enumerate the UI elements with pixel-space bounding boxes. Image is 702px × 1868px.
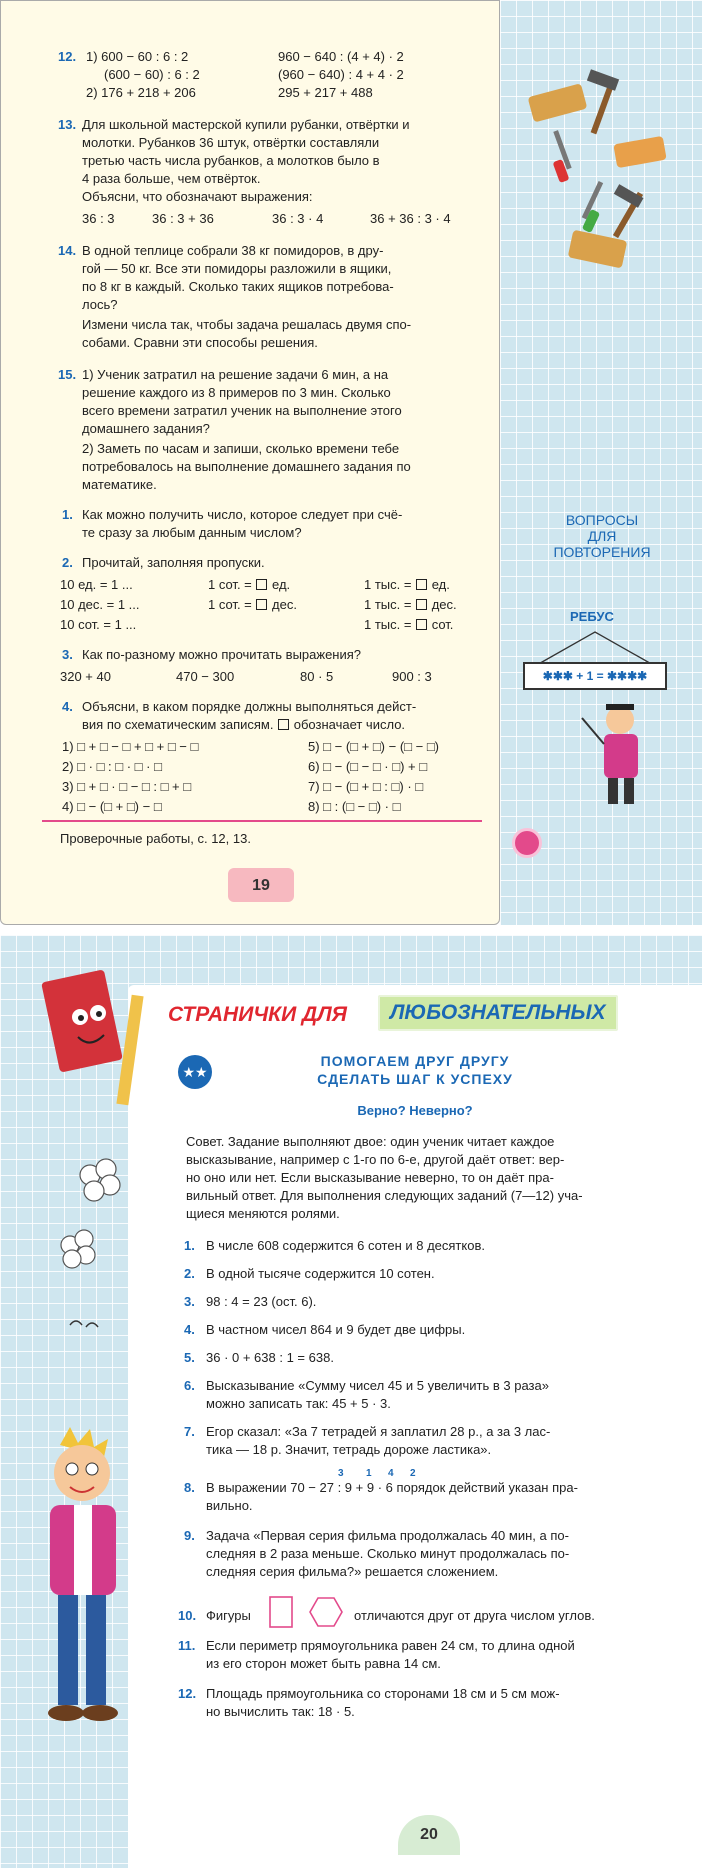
task-15-line: решение каждого из 8 примеров по 3 мин. Сколько (82, 385, 391, 400)
q2-cell: 1 тыс. = ед. (364, 577, 450, 592)
task-12-line3a: 2) 176 + 218 + 206 (86, 85, 196, 100)
task-12-line1a: 1) 600 − 60 : 6 : 2 (86, 49, 189, 64)
page-20 (0, 935, 702, 1868)
header-part-2: ЛЮБОЗНАТЕЛЬНЫХ (378, 995, 618, 1031)
task-12-line2a: (600 − 60) : 6 : 2 (104, 67, 200, 82)
task-13-line: молотки. Рубанков 36 штук, отвёртки составляли (82, 135, 380, 150)
item-num: 12. (178, 1686, 197, 1701)
item-num: 2. (184, 1266, 195, 1281)
page-20-header (168, 995, 658, 1035)
item-text: В выражении 70 − 27 : 9 + 9 · 6 порядок действий указан пра- (206, 1480, 578, 1495)
teacher-illustration (580, 700, 670, 810)
task-13-line: 4 раза больше, чем отвёрток. (82, 171, 261, 186)
item-text: Задача «Первая серия фильма продолжалась 40 мин, а по- (206, 1528, 569, 1543)
task-15-line: 1) Ученик затратил на решение задачи 6 мин, а на (82, 367, 389, 382)
page-gap (0, 925, 702, 935)
item-num: 10. (178, 1608, 197, 1623)
question-2-num: 2. (62, 555, 73, 570)
task-13-expr: 36 + 36 : 3 · 4 (370, 211, 451, 226)
section-title-1: ПОМОГАЕМ ДРУГ ДРУГУ (320, 1053, 510, 1069)
task-12-line3b: 295 + 217 + 488 (278, 85, 373, 100)
order-mark: 1 (366, 1468, 372, 1479)
blank-box (416, 599, 427, 610)
task-14-line: В одной теплице собрали 38 кг помидоров, в дру- (82, 243, 384, 258)
item-text: следняя серия фильма?» решается сложением. (206, 1564, 499, 1579)
q2-cell: 1 тыс. = сот. (364, 617, 454, 632)
task-12-num: 12. (58, 49, 77, 64)
question-4-num: 4. (62, 699, 73, 714)
item-text: можно записать так: 45 + 5 · 3. (206, 1396, 391, 1411)
task-13-expr: 36 : 3 (82, 211, 115, 226)
item-text: В одной тысяче содержится 10 сотен. (206, 1266, 435, 1281)
item-num: 6. (184, 1378, 195, 1393)
task-13-expr: 36 : 3 + 36 (152, 211, 214, 226)
tools-illustration (520, 60, 670, 290)
item-text: Площадь прямоугольника со сторонами 18 см и 5 см мож- (206, 1686, 560, 1701)
question-4-line: Объясни, в каком порядке должны выполняться дейст- (82, 699, 417, 714)
item-text: 36 · 0 + 638 : 1 = 638. (206, 1350, 334, 1365)
blank-box (256, 579, 267, 590)
advice-line: высказывание, например с 1-го по 6-е, другой даёт ответ: вер- (186, 1152, 565, 1167)
item-text: отличаются друг от друга числом углов. (354, 1608, 595, 1623)
blank-box (416, 579, 427, 590)
task-13-line: Для школьной мастерской купили рубанки, отвёртки и (82, 117, 410, 132)
item-num: 11. (178, 1638, 196, 1653)
task-15-line: домашнего задания? (82, 421, 210, 436)
question-1-line: Как можно получить число, которое следует при счё- (82, 507, 403, 522)
order-mark: 4 (388, 1468, 394, 1479)
item-text: В частном чисел 864 и 9 будет две цифры. (206, 1322, 466, 1337)
scheme-right: 6) □ − (□ − □ · □) + □ (308, 759, 428, 774)
section-subtitle: Верно? Неверно? (357, 1103, 473, 1118)
q2-cell: 10 дес. = 1 ... (60, 597, 140, 612)
blank-box (278, 719, 289, 730)
task-14-line: собами. Сравни эти способы решения. (82, 335, 318, 350)
page-number: 19 (228, 868, 294, 902)
scheme-right: 5) □ − (□ + □) − (□ − □) (308, 739, 440, 754)
stars-icon: ★★ (178, 1055, 212, 1089)
item-text: тика — 18 р. Значит, тетрадь дороже ластика». (206, 1442, 492, 1457)
order-mark: 3 (338, 1468, 344, 1479)
item-text: Если периметр прямоугольника равен 24 см, то длина одной (206, 1638, 575, 1653)
sidebar-title-2: ДЛЯ (587, 528, 617, 544)
q3-expr: 470 − 300 (176, 669, 235, 684)
question-4-line: вия по схематическим записям. обозначает число. (82, 717, 406, 732)
item-text: Егор сказал: «За 7 тетрадей я заплатил 28 р., а за 3 лас- (206, 1424, 551, 1439)
item-text: Фигуры (206, 1608, 251, 1623)
question-3-num: 3. (62, 647, 73, 662)
q2-cell: 10 ед. = 1 ... (60, 577, 133, 592)
q2-cell: 1 сот. = дес. (208, 597, 297, 612)
task-12-line1b: 960 − 640 : (4 + 4) · 2 (278, 49, 404, 64)
scheme-left: 2) □ · □ : □ · □ · □ (62, 759, 162, 774)
item-text: следняя в 2 раза меньше. Сколько минут продолжалась по- (206, 1546, 570, 1561)
advice-line: Совет. Задание выполняют двое: один ученик читает каждое (186, 1134, 555, 1149)
scheme-right: 7) □ − (□ + □ : □) · □ (308, 779, 424, 794)
task-14-line: по 8 кг в каждый. Сколько таких ящиков потребова- (82, 279, 394, 294)
q3-expr: 900 : 3 (392, 669, 432, 684)
item-num: 7. (184, 1424, 195, 1439)
item-num: 3. (184, 1294, 195, 1309)
sidebar-title-1: ВОПРОСЫ (565, 512, 639, 528)
question-3-title: Как по-разному можно прочитать выражения? (82, 647, 362, 662)
task-13-line: третью часть числа рубанков, а молотков было в (82, 153, 380, 168)
q3-expr: 320 + 40 (60, 669, 111, 684)
task-15-num: 15. (58, 367, 77, 382)
sidebar-title-3: ПОВТОРЕНИЯ (553, 544, 651, 560)
divider (42, 820, 482, 822)
advice-line: щиеся меняются ролями. (186, 1206, 340, 1221)
advice-line: вильный ответ. Для выполнения следующих заданий (7—12) уча- (186, 1188, 583, 1203)
task-12-line2b: (960 − 640) : 4 + 4 · 2 (278, 67, 404, 82)
section-title-2: СДЕЛАТЬ ШАГ К УСПЕХУ (317, 1071, 513, 1087)
task-13-line: Объясни, что обозначают выражения: (82, 189, 313, 204)
q3-expr: 80 · 5 (300, 669, 334, 684)
item-text: но вычислить так: 18 · 5. (206, 1704, 355, 1719)
footer-ref: Проверочные работы, с. 12, 13. (60, 831, 251, 846)
flowers-illustration (50, 1155, 140, 1355)
item-num: 5. (184, 1350, 195, 1365)
blank-box (416, 619, 427, 630)
item-text: Высказывание «Сумму чисел 45 и 5 увеличить в 3 раза» (206, 1378, 549, 1393)
scheme-left: 4) □ − (□ + □) − □ (62, 799, 162, 814)
question-1-line: те сразу за любым данным числом? (82, 525, 302, 540)
scheme-left: 1) □ + □ − □ + □ + □ − □ (62, 739, 199, 754)
order-mark: 2 (410, 1468, 416, 1479)
page-19 (0, 0, 702, 925)
header-part-1: СТРАНИЧКИ ДЛЯ (168, 1003, 347, 1026)
rebus-board: ✱✱✱ + 1 = ✱✱✱✱ (523, 662, 667, 690)
task-15-line: математике. (82, 477, 157, 492)
item-text: В числе 608 содержится 6 сотен и 8 десятков. (206, 1238, 485, 1253)
book-character-illustration (40, 965, 150, 1115)
task-15-line: всего времени затратил ученик на выполнение этого (82, 403, 402, 418)
book-icon (512, 828, 542, 858)
question-2-title: Прочитай, заполняя пропуски. (82, 555, 265, 570)
task-15-line: потребовалось на выполнение домашнего задания по (82, 459, 411, 474)
scheme-right: 8) □ : (□ − □) · □ (308, 799, 401, 814)
q2-cell: 1 сот. = ед. (208, 577, 291, 592)
q2-cell: 1 тыс. = дес. (364, 597, 457, 612)
figure-shapes (266, 1593, 346, 1633)
item-text: вильно. (206, 1498, 253, 1513)
rebus-title: РЕБУС (570, 609, 614, 624)
task-14-line: лось? (82, 297, 118, 312)
scheme-left: 3) □ + □ · □ − □ : □ + □ (62, 779, 192, 794)
question-1-num: 1. (62, 507, 73, 522)
item-num: 8. (184, 1480, 195, 1495)
item-num: 1. (184, 1238, 195, 1253)
boy-illustration (20, 1425, 150, 1735)
q2-cell: 10 сот. = 1 ... (60, 617, 137, 632)
task-14-num: 14. (58, 243, 77, 258)
task-15-line: 2) Заметь по часам и запиши, сколько времени тебе (82, 441, 400, 456)
item-num: 4. (184, 1322, 195, 1337)
task-13-expr: 36 : 3 · 4 (272, 211, 324, 226)
item-num: 9. (184, 1528, 195, 1543)
item-text: 98 : 4 = 23 (ост. 6). (206, 1294, 317, 1309)
item-text: из его сторон может быть равна 14 см. (206, 1656, 441, 1671)
page-number: 20 (398, 1815, 460, 1855)
advice-line: но оно или нет. Если высказывание неверно, то он даёт пра- (186, 1170, 554, 1185)
blank-box (256, 599, 267, 610)
task-14-line: гой — 50 кг. Все эти помидоры разложили в ящики, (82, 261, 392, 276)
task-13-num: 13. (58, 117, 77, 132)
task-14-line: Измени числа так, чтобы задача решалась двумя спо- (82, 317, 412, 332)
